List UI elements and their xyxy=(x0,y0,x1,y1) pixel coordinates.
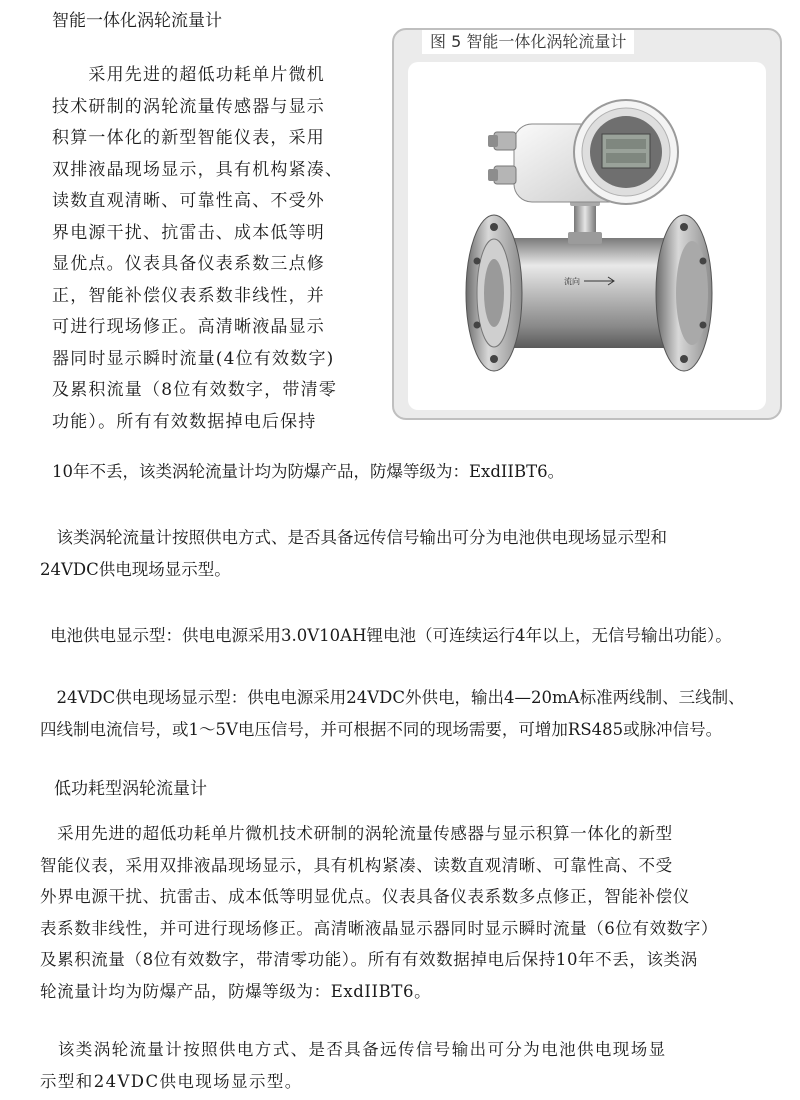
text-line: 技术研制的涡轮流量传感器与显示 xyxy=(52,96,325,117)
section1-para3: 电池供电显示型：供电电源采用3.0V10AH锂电池（可连续运行4年以上，无信号输出功能）。 xyxy=(50,626,732,645)
figure-caption: 图 5 智能一体化涡轮流量计 xyxy=(422,30,634,54)
section2-title: 低功耗型涡轮流量计 xyxy=(54,779,207,799)
section1-tail-line: 10年不丢，该类涡轮流量计均为防爆产品，防爆等级为：ExdIIBT6。 xyxy=(52,462,565,481)
text-line: 四线制电流信号，或1～5V电压信号，并可根据不同的现场需要，可增加RS485或脉冲信号。 xyxy=(40,719,723,739)
text-line: 示型和24VDC供电现场显示型。 xyxy=(40,1071,303,1091)
text-line: 正，智能补偿仪表系数非线性，并 xyxy=(52,285,325,306)
text-line: 采用先进的超低功耗单片微机 xyxy=(52,65,325,85)
text-line: 功能）。所有有效数据掉电后保持 xyxy=(52,411,317,432)
section1-para2 xyxy=(40,522,667,585)
section1-title: 智能一体化涡轮流量计 xyxy=(52,11,222,31)
text-line: 器同时显示瞬时流量(4位有效数字) xyxy=(52,348,335,369)
text-line: 及累积流量（8位有效数字，带清零 xyxy=(52,380,338,400)
section1-intro xyxy=(52,60,370,438)
text-line: 显优点。仪表具备仪表系数三点修 xyxy=(52,254,325,274)
text-line: 读数直观清晰、可靠性高、不受外 xyxy=(52,191,325,211)
section1-para4 xyxy=(40,682,745,745)
figure-5 xyxy=(392,28,782,420)
text-line: 外界电源干扰、抗雷击、成本低等明显优点。仪表具备仪表系数多点修正，智能补偿仪 xyxy=(40,887,690,906)
text-line: 该类涡轮流量计按照供电方式、是否具备远传信号输出可分为电池供电现场显示型和 xyxy=(40,528,667,547)
text-line: 积算一体化的新型智能仪表，采用 xyxy=(52,128,325,148)
text-line: 界电源干扰、抗雷击、成本低等明 xyxy=(52,222,325,243)
text-line: 表系数非线性，并可进行现场修正。高清晰液晶显示器同时显示瞬时流量（6位有效数字） xyxy=(40,918,718,938)
text-line: 双排液晶现场显示，具有机构紧凑、 xyxy=(52,159,344,180)
text-line: 该类涡轮流量计按照供电方式、是否具备远传信号输出可分为电池供电现场显 xyxy=(40,1040,667,1059)
section2-body xyxy=(40,818,718,1007)
section2-para2 xyxy=(40,1034,667,1097)
text-line: 智能仪表，采用双排液晶现场显示，具有机构紧凑、读数直观清晰、可靠性高、不受 xyxy=(40,855,673,875)
text-line: 24VDC供电现场显示型：供电电源采用24VDC外供电，输出4—20mA标准两线制、三线制、 xyxy=(40,688,745,707)
text-line: 轮流量计均为防爆产品，防爆等级为：ExdIIBT6。 xyxy=(40,981,432,1001)
text-line: 可进行现场修正。高清晰液晶显示 xyxy=(52,317,325,337)
text-line: 采用先进的超低功耗单片微机技术研制的涡轮流量传感器与显示积算一体化的新型 xyxy=(40,824,673,843)
text-line: 及累积流量（8位有效数字，带清零功能）。所有有效数据掉电后保持10年不丢，该类涡 xyxy=(40,950,698,969)
text-line: 24VDC供电现场显示型。 xyxy=(40,559,231,579)
flowmeter-photo xyxy=(408,62,766,410)
flow-direction-label: 流向 xyxy=(564,277,580,286)
turbine-flowmeter-illustration xyxy=(408,62,766,410)
